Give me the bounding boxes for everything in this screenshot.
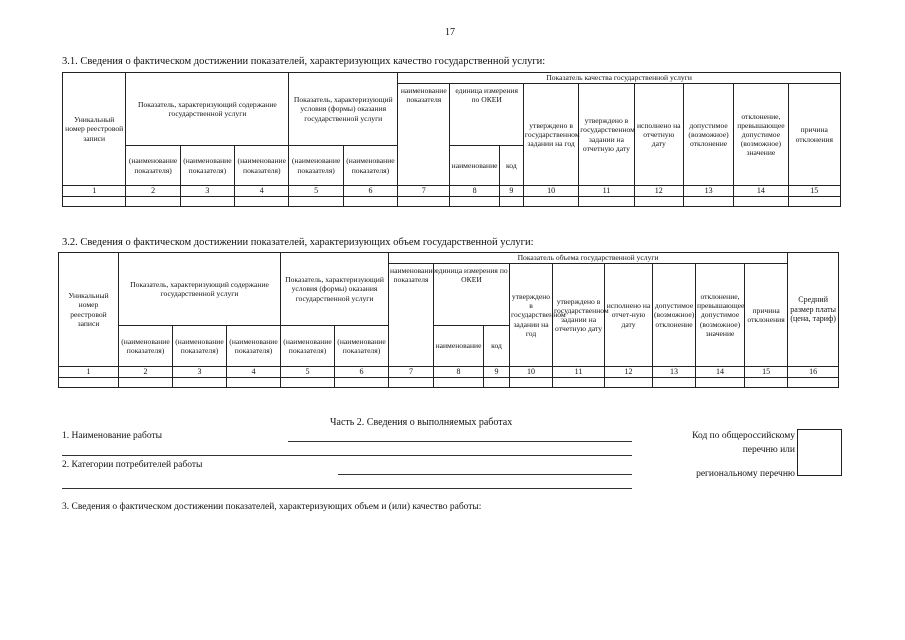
header-approved-year: утверждено в государственном задании на год xyxy=(523,84,578,186)
column-number: 10 xyxy=(510,367,553,378)
header-deviation-reason: причина отклонения xyxy=(788,84,840,186)
code-label-line-1: Код по общероссийскому xyxy=(692,431,795,441)
sub-label: (наименование показателя) xyxy=(119,326,173,367)
empty-cell[interactable] xyxy=(696,377,745,387)
header-exceeding-deviation: отклонение, превышающее допустимое (возможное) значение xyxy=(734,84,788,186)
column-number: 5 xyxy=(289,186,343,197)
empty-cell[interactable] xyxy=(734,196,788,206)
column-number: 10 xyxy=(523,186,578,197)
column-number: 1 xyxy=(63,186,126,197)
column-number: 13 xyxy=(653,367,696,378)
column-number: 14 xyxy=(696,367,745,378)
empty-cell[interactable] xyxy=(510,377,553,387)
header-unit: единица измерения по ОКЕИ xyxy=(434,264,510,326)
column-number: 8 xyxy=(434,367,484,378)
empty-cell[interactable] xyxy=(119,377,173,387)
header-deviation-reason: причина отклонения xyxy=(745,264,788,367)
column-number: 9 xyxy=(499,186,523,197)
empty-cell[interactable] xyxy=(499,196,523,206)
column-number: 5 xyxy=(281,367,335,378)
consumers-line[interactable] xyxy=(338,474,632,475)
empty-cell[interactable] xyxy=(450,196,499,206)
empty-cell[interactable] xyxy=(788,377,839,387)
code-label-line-2: перечню или xyxy=(742,444,795,455)
code-label-line-3: региональному перечню xyxy=(696,468,795,479)
empty-cell[interactable] xyxy=(126,196,180,206)
column-number: 12 xyxy=(605,367,653,378)
empty-cell[interactable] xyxy=(389,377,434,387)
column-number: 7 xyxy=(389,367,434,378)
empty-cell[interactable] xyxy=(523,196,578,206)
sub-label: (наименование показателя) xyxy=(235,146,289,186)
work-name-line[interactable] xyxy=(288,441,632,442)
column-number: 8 xyxy=(450,186,499,197)
column-number: 7 xyxy=(398,186,450,197)
header-unit-code: код xyxy=(484,326,510,367)
empty-cell[interactable] xyxy=(335,377,389,387)
empty-cell[interactable] xyxy=(343,196,397,206)
sub-label: (наименование показателя) xyxy=(227,326,281,367)
consumers-label: 2. Категории потребителей работы xyxy=(62,460,203,470)
column-number: 6 xyxy=(335,367,389,378)
empty-cell[interactable] xyxy=(281,377,335,387)
volume-indicators-table xyxy=(58,252,839,388)
empty-cell[interactable] xyxy=(289,196,343,206)
sub-label: (наименование показателя) xyxy=(343,146,397,186)
sub-label: (наименование показателя) xyxy=(173,326,227,367)
header-unit-code: код xyxy=(499,146,523,186)
work-name-line-2[interactable] xyxy=(62,455,632,456)
header-indicator-name: наименование показателя xyxy=(398,84,450,186)
column-number: 11 xyxy=(579,186,634,197)
header-unit: единица измерения по ОКЕИ xyxy=(450,84,523,146)
header-done: исполнено на отчетную дату xyxy=(634,84,683,186)
empty-cell[interactable] xyxy=(579,196,634,206)
quality-indicators-table xyxy=(62,72,841,207)
empty-cell[interactable] xyxy=(788,196,840,206)
column-number: 16 xyxy=(788,367,839,378)
column-number: 12 xyxy=(634,186,683,197)
header-unit-name: наименование xyxy=(450,146,499,186)
header-allowed-deviation: допустимое (возможное) отклонение xyxy=(653,264,696,367)
empty-cell[interactable] xyxy=(653,377,696,387)
header-approved-date: утверждено в государственном задании на отчетную дату xyxy=(553,264,605,367)
column-number: 3 xyxy=(173,367,227,378)
column-number: 1 xyxy=(59,367,119,378)
sub-label: (наименование показателя) xyxy=(126,146,180,186)
empty-cell[interactable] xyxy=(59,377,119,387)
empty-cell[interactable] xyxy=(227,377,281,387)
header-indicator-name: наименование показателя xyxy=(389,264,434,367)
column-number: 6 xyxy=(343,186,397,197)
page-number: 17 xyxy=(445,27,455,38)
header-unique-number: Уникальный номер реестровой записи xyxy=(63,73,126,186)
header-unique-number: Уникальный номер реестровой записи xyxy=(59,253,119,367)
consumers-line-2[interactable] xyxy=(62,488,632,489)
empty-cell[interactable] xyxy=(173,377,227,387)
work-name-label: 1. Наименование работы xyxy=(62,431,163,441)
empty-cell[interactable] xyxy=(745,377,788,387)
header-content: Показатель, характеризующий содержание государственной услуги xyxy=(126,73,289,146)
header-content: Показатель, характеризующий содержание государственной услуги xyxy=(119,253,281,326)
column-number: 4 xyxy=(235,186,289,197)
header-allowed-deviation: допустимое (возможное) отклонение xyxy=(683,84,733,186)
column-number: 15 xyxy=(745,367,788,378)
column-number: 2 xyxy=(126,186,180,197)
empty-cell[interactable] xyxy=(605,377,653,387)
code-box[interactable] xyxy=(797,429,842,476)
column-number: 13 xyxy=(683,186,733,197)
sub-label: (наименование показателя) xyxy=(289,146,343,186)
empty-cell[interactable] xyxy=(634,196,683,206)
header-conditions: Показатель, характеризующий условия (формы) оказания государственной услуги xyxy=(281,253,389,326)
column-number: 11 xyxy=(553,367,605,378)
header-average-fee: Средний размер платы (цена, тариф) xyxy=(788,253,839,367)
empty-cell[interactable] xyxy=(63,196,126,206)
header-approved-year: утверждено в государственном задании на год xyxy=(510,264,553,367)
column-number: 4 xyxy=(227,367,281,378)
header-conditions: Показатель, характеризующий условия (формы) оказания государственной услуги xyxy=(289,73,398,146)
empty-cell[interactable] xyxy=(398,196,450,206)
empty-cell[interactable] xyxy=(683,196,733,206)
header-approved-date: утверждено в государственном задании на отчетную дату xyxy=(579,84,634,186)
column-number: 15 xyxy=(788,186,840,197)
sub-label: (наименование показателя) xyxy=(180,146,234,186)
sub-label: (наименование показателя) xyxy=(335,326,389,367)
section-3-1-title: 3.1. Сведения о фактическом достижении показателей, характеризующих качество государственной услуги: xyxy=(62,56,546,67)
header-unit-name: наименование xyxy=(434,326,484,367)
empty-cell[interactable] xyxy=(180,196,234,206)
empty-cell[interactable] xyxy=(235,196,289,206)
header-done: исполнено на отчет-ную дату xyxy=(605,264,653,367)
part-2-title: Часть 2. Сведения о выполняемых работах xyxy=(330,417,513,428)
empty-cell[interactable] xyxy=(484,377,510,387)
header-exceeding-deviation: отклонение, превышающее допустимое (возможное) значение xyxy=(696,264,745,367)
column-number: 9 xyxy=(484,367,510,378)
column-number: 14 xyxy=(734,186,788,197)
code-label xyxy=(640,430,795,481)
section-3-2-title: 3.2. Сведения о фактическом достижении показателей, характеризующих объем государственной услуги: xyxy=(62,237,534,248)
column-number: 3 xyxy=(180,186,234,197)
header-quality-group: Показатель качества государственной услуги xyxy=(398,73,841,84)
sub-label: (наименование показателя) xyxy=(281,326,335,367)
empty-cell[interactable] xyxy=(553,377,605,387)
empty-cell[interactable] xyxy=(434,377,484,387)
column-number: 2 xyxy=(119,367,173,378)
header-volume-group: Показатель объема государственной услуги xyxy=(389,253,788,264)
section-3-work-title: 3. Сведения о фактическом достижении показателей, характеризующих объем и (или) качество работы: xyxy=(62,502,482,512)
